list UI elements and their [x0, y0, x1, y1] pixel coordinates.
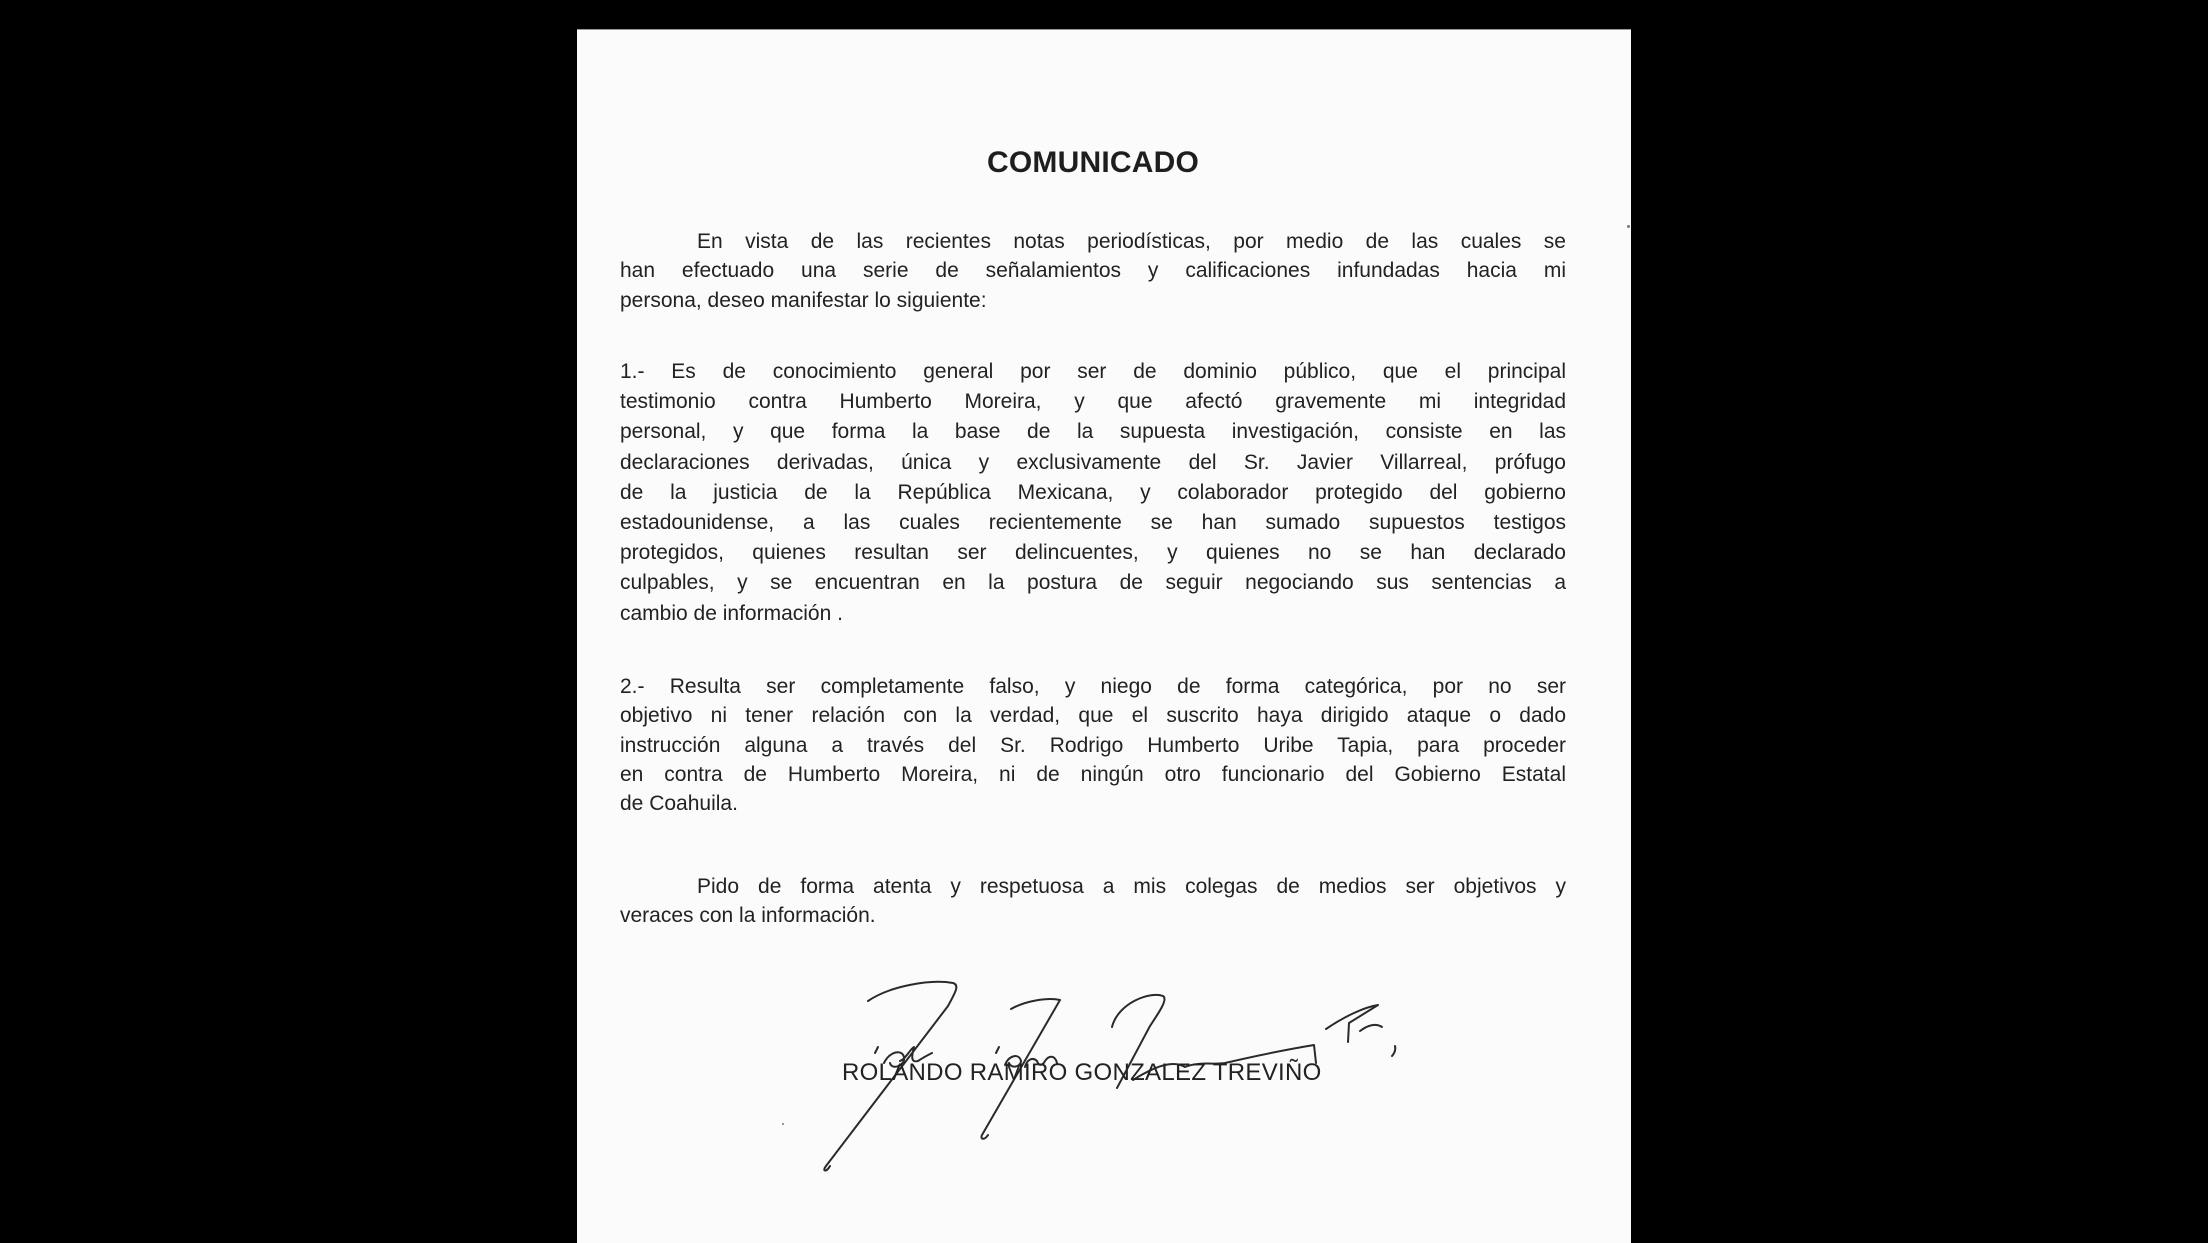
text-line: objetivo ni tener relación con la verdad, que el suscrito haya dirigido ataque o dado: [620, 704, 1566, 728]
text-line: personal, y que forma la base de la supuesta investigación, consiste en las: [620, 420, 1566, 444]
document-title: COMUNICADO: [987, 146, 1199, 179]
text-line: testimonio contra Humberto Moreira, y que afectó gravemente mi integridad: [620, 390, 1566, 414]
text-line: han efectuado una serie de señalamientos y calificaciones infundadas hacia mi: [620, 259, 1566, 283]
scan-speck: [1627, 225, 1630, 228]
text-line: de la justicia de la República Mexicana, y colaborador protegido del gobierno: [620, 480, 1566, 504]
text-line: de Coahuila.: [620, 792, 738, 816]
text-line: protegidos, quienes resultan ser delincuentes, y quienes no se han declarado: [620, 541, 1566, 565]
document-page: [577, 29, 1631, 1243]
text-line: instrucción alguna a través del Sr. Rodrigo Humberto Uribe Tapia, para proceder: [620, 733, 1566, 757]
text-line: declaraciones derivadas, única y exclusivamente del Sr. Javier Villarreal, prófugo: [620, 450, 1566, 474]
signer-name: ROLANDO RAMIRO GONZALEZ TREVIÑO: [842, 1059, 1322, 1086]
text-line: 2.- Resulta ser completamente falso, y niego de forma categórica, por no ser: [620, 675, 1566, 698]
text-line: 1.- Es de conocimiento general por ser de dominio público, que el principal: [620, 360, 1566, 383]
scan-speck: [782, 1123, 784, 1125]
text-line: en contra de Humberto Moreira, ni de ningún otro funcionario del Gobierno Estatal: [620, 762, 1566, 786]
text-line: persona, deseo manifestar lo siguiente:: [620, 288, 987, 312]
text-line: cambio de información .: [620, 601, 843, 625]
text-line: estadounidense, a las cuales recientemente se han sumado supuestos testigos: [620, 510, 1566, 534]
text-line: culpables, y se encuentran en la postura de seguir negociando sus sentencias a: [620, 571, 1566, 595]
text-line: Pido de forma atenta y respetuosa a mis colegas de medios ser objetivos y: [697, 875, 1566, 898]
text-line: En vista de las recientes notas periodísticas, por medio de las cuales se: [697, 230, 1566, 253]
text-line: veraces con la información.: [620, 904, 876, 928]
